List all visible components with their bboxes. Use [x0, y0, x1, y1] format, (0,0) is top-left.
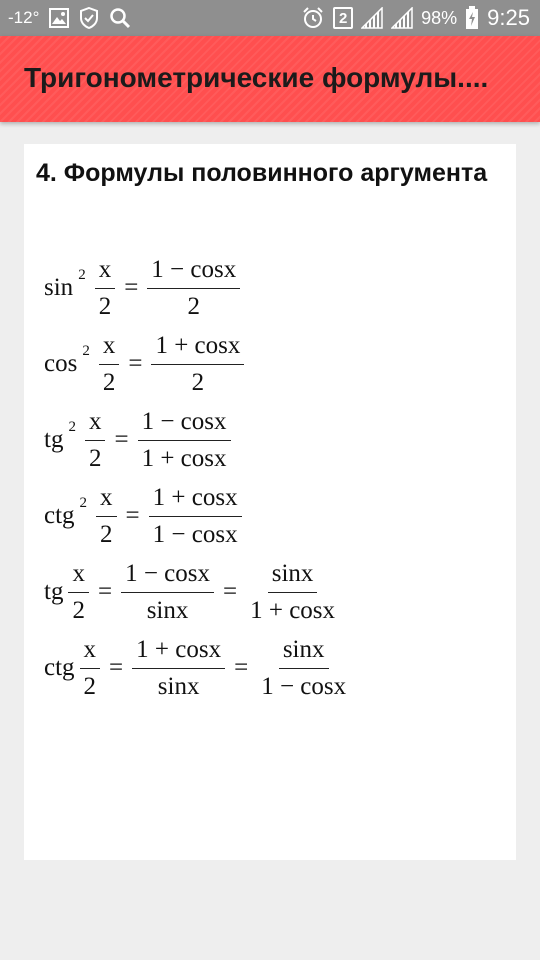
formula-power: 2: [68, 418, 76, 435]
fraction-numerator: x: [68, 559, 89, 593]
result-fraction: [151, 331, 244, 398]
fraction-numerator: x: [99, 331, 120, 365]
formula-power: 2: [82, 342, 90, 359]
fraction-denominator: 1 − cosx: [261, 672, 347, 700]
argument-fraction: [85, 407, 106, 474]
argument-fraction: [96, 483, 117, 550]
alt-result-fraction: [257, 635, 350, 702]
image-icon: [49, 8, 69, 28]
temperature-text: -12°: [8, 8, 40, 27]
fraction-denominator: 2: [72, 596, 85, 624]
formula-ctg: [44, 630, 504, 706]
equals-sign: =: [124, 274, 139, 301]
status-bar-right: [301, 0, 530, 36]
app-bar-title: Тригонометрические формулы....: [24, 62, 489, 93]
formula-list: [44, 250, 504, 706]
argument-fraction: [99, 331, 120, 398]
fraction-denominator: 2: [98, 292, 112, 320]
status-bar-left: [8, 0, 131, 36]
argument-fraction: [80, 635, 101, 702]
shield-check-icon: [79, 7, 99, 29]
section-heading: 4. Формулы половинного аргумента: [36, 159, 488, 187]
formula-cos-squared: [44, 326, 504, 402]
app-bar: [0, 36, 540, 122]
formula-tg-squared: [44, 402, 504, 478]
fraction-denominator: 2: [100, 520, 113, 548]
formula-function: sin: [44, 274, 74, 301]
fraction-numerator: x: [80, 635, 101, 669]
formula-power: 2: [79, 494, 88, 511]
formula-function: cos: [44, 350, 78, 377]
result-fraction: [147, 255, 240, 322]
fraction-denominator: 2: [102, 368, 116, 396]
formula-function: tg: [44, 426, 64, 453]
fraction-numerator: 1 − cosx: [147, 255, 240, 289]
fraction-denominator: 2: [187, 292, 201, 320]
battery-charging-icon: [465, 6, 479, 30]
argument-fraction: [95, 255, 116, 322]
result-fraction: [149, 483, 242, 550]
fraction-denominator: sinx: [157, 672, 200, 700]
equals-sign: =: [128, 350, 143, 377]
equals-sign: =: [109, 654, 124, 681]
status-bar: [0, 0, 540, 36]
formula-function: ctg: [44, 502, 75, 529]
result-fraction: [138, 407, 231, 474]
formula-function: ctg: [44, 654, 75, 681]
fraction-numerator: 1 + cosx: [149, 483, 242, 517]
fraction-numerator: 1 − cosx: [138, 407, 231, 441]
fraction-numerator: 1 + cosx: [151, 331, 244, 365]
formula-tg: [44, 554, 504, 630]
battery-percent-text: 98%: [421, 7, 458, 28]
fraction-numerator: sinx: [279, 635, 329, 669]
formula-sin-squared: [44, 250, 504, 326]
fraction-denominator: 1 + cosx: [250, 596, 336, 624]
content-card: [24, 144, 516, 860]
alarm-icon: [301, 6, 325, 30]
signal-icon: [391, 7, 413, 29]
fraction-numerator: 1 − cosx: [121, 559, 214, 593]
fraction-numerator: 1 + cosx: [132, 635, 225, 669]
formula-ctg-squared: [44, 478, 504, 554]
equals-sign: =: [234, 654, 249, 681]
search-icon: [109, 7, 131, 29]
fraction-numerator: x: [96, 483, 117, 517]
fraction-denominator: 2: [83, 672, 97, 700]
argument-fraction: [68, 559, 89, 626]
fraction-numerator: x: [95, 255, 116, 289]
sim-2-icon: 2: [333, 7, 353, 29]
fraction-denominator: 2: [191, 368, 205, 396]
alt-result-fraction: [246, 559, 339, 626]
result-fraction: [132, 635, 225, 702]
equals-sign: =: [125, 502, 140, 529]
fraction-denominator: 2: [88, 444, 102, 472]
fraction-denominator: 1 − cosx: [152, 520, 238, 548]
fraction-numerator: x: [85, 407, 106, 441]
clock-text: 9:25: [487, 5, 530, 30]
fraction-numerator: sinx: [268, 559, 318, 593]
equals-sign: =: [97, 578, 113, 605]
result-fraction: [121, 559, 214, 626]
fraction-denominator: sinx: [146, 596, 189, 624]
equals-sign: =: [223, 578, 238, 605]
signal-icon: [361, 7, 383, 29]
fraction-denominator: 1 + cosx: [141, 444, 227, 472]
formula-function: tg: [44, 578, 64, 605]
formula-power: 2: [78, 266, 86, 283]
equals-sign: =: [114, 426, 129, 453]
